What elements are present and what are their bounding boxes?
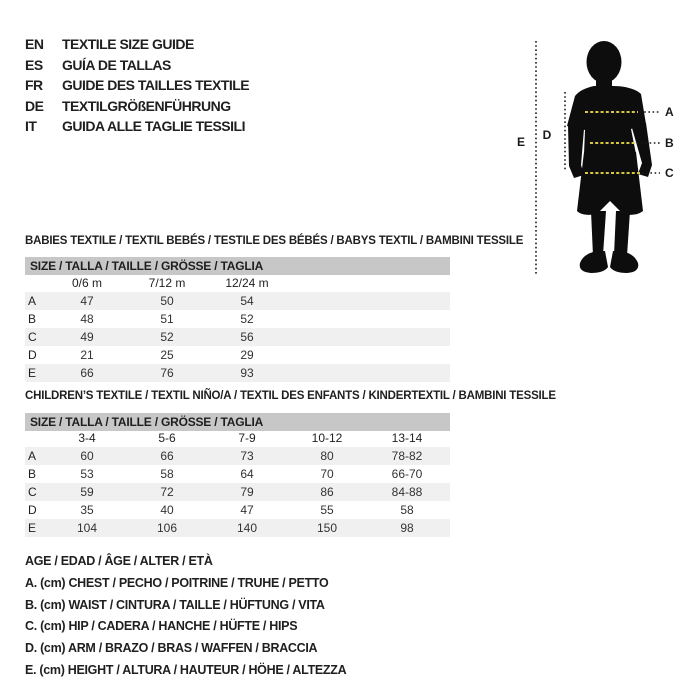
- cell: 25: [160, 348, 174, 362]
- guide-title-es: GUÍA DE TALLAS: [62, 56, 171, 73]
- diagram-label-b: B: [665, 136, 674, 150]
- language-row-en: [25, 34, 249, 55]
- row-label: D: [28, 348, 37, 362]
- silhouette-shorts: [577, 152, 643, 215]
- cell: 51: [160, 312, 174, 326]
- babies-size-header-bar: SIZE / TALLA / TAILLE / GRÖSSE / TAGLIA: [25, 257, 450, 275]
- cell: 58: [400, 503, 414, 517]
- diagram-label-d: D: [542, 128, 552, 142]
- table-header-row: [25, 275, 450, 292]
- silhouette-right-leg: [614, 211, 630, 256]
- row-label: B: [28, 467, 37, 481]
- diagram-label-c: C: [665, 166, 674, 180]
- table-row: [25, 483, 450, 501]
- cell: 73: [240, 449, 254, 463]
- cell: 56: [240, 330, 254, 344]
- cell: 66: [80, 366, 94, 380]
- cell: 48: [80, 312, 94, 326]
- cell: 29: [240, 348, 254, 362]
- cell: 72: [160, 485, 174, 499]
- guide-title-en: TEXTILE SIZE GUIDE: [62, 36, 194, 53]
- language-code: DE: [25, 97, 44, 114]
- babies-section-heading: BABIES TEXTILE / TEXTIL BEBÉS / TESTILE DES BÉBÉS / BABYS TEXTIL / BAMBINI TESSILE: [25, 235, 524, 247]
- cell: 55: [320, 503, 334, 517]
- cell: 79: [240, 485, 254, 499]
- cell: 98: [400, 521, 414, 535]
- table-row: [25, 519, 450, 537]
- header-spacer: [25, 430, 47, 447]
- row-label: C: [28, 485, 37, 499]
- column-header: 12/24 m: [225, 276, 269, 290]
- cell: 47: [80, 294, 94, 308]
- table-row: [25, 292, 450, 310]
- cell: 60: [80, 449, 94, 463]
- cell: 84-88: [391, 485, 423, 499]
- legend-item-height: E. (cm) HEIGHT / ALTURA / HAUTEUR / HÖHE / ALTEZZA: [25, 662, 347, 677]
- silhouette-left-arm: [568, 125, 584, 178]
- row-label: B: [28, 312, 37, 326]
- language-code: ES: [25, 56, 43, 73]
- column-header: 7/12 m: [148, 276, 186, 290]
- diagram-label-a: A: [665, 105, 674, 119]
- guide-title-fr: GUIDE DES TAILLES TEXTILE: [62, 77, 250, 94]
- cell: 50: [160, 294, 174, 308]
- cell: 64: [240, 467, 254, 481]
- silhouette-head: [587, 41, 622, 83]
- children-size-table: [25, 430, 450, 537]
- cell: 59: [80, 485, 94, 499]
- column-header: 13-14: [391, 431, 423, 445]
- header-spacer: [25, 275, 47, 292]
- language-code: FR: [25, 77, 43, 94]
- cell: 106: [156, 521, 178, 535]
- cell: 58: [160, 467, 174, 481]
- legend-item-hip: C. (cm) HIP / CADERA / HANCHE / HÜFTE / HIPS: [25, 619, 298, 634]
- language-row-fr: [25, 75, 249, 96]
- column-header: 0/6 m: [71, 276, 102, 290]
- legend-item-arm: D. (cm) ARM / BRAZO / BRAS / WAFFEN / BRACCIA: [25, 641, 318, 656]
- row-label: A: [28, 294, 37, 308]
- cell: 21: [80, 348, 94, 362]
- child-silhouette: [567, 41, 652, 273]
- row-label: A: [28, 449, 37, 463]
- column-header: 10-12: [311, 431, 343, 445]
- cell: 104: [76, 521, 98, 535]
- cell: 53: [80, 467, 94, 481]
- language-title-list: [25, 34, 249, 137]
- diagram-label-e: E: [516, 135, 526, 149]
- table-row: [25, 328, 450, 346]
- table-row: [25, 310, 450, 328]
- silhouette-right-shoe: [610, 251, 638, 273]
- cell: 52: [240, 312, 254, 326]
- cell: 78-82: [391, 449, 423, 463]
- language-row-it: [25, 116, 249, 137]
- cell: 150: [316, 521, 338, 535]
- cell: 86: [320, 485, 334, 499]
- row-label: D: [28, 503, 37, 517]
- cell: 80: [320, 449, 334, 463]
- language-row-de: [25, 96, 249, 117]
- cell: 52: [160, 330, 174, 344]
- cell: 54: [240, 294, 254, 308]
- table-row: [25, 447, 450, 465]
- table-row: [25, 364, 450, 382]
- column-header: 5-6: [158, 431, 176, 445]
- silhouette-left-shoe: [580, 251, 608, 273]
- guide-title-de: TEXTILGRÖßENFÜHRUNG: [62, 97, 231, 114]
- cell: 93: [240, 366, 254, 380]
- legend-item-waist: B. (cm) WAIST / CINTURA / TAILLE / HÜFTUNG / VITA: [25, 597, 325, 612]
- cell: 66-70: [391, 467, 423, 481]
- row-label: E: [28, 366, 37, 380]
- cell: 76: [160, 366, 174, 380]
- cell: 70: [320, 467, 334, 481]
- children-size-header-bar: SIZE / TALLA / TAILLE / GRÖSSE / TAGLIA: [25, 413, 450, 431]
- language-code: EN: [25, 36, 44, 53]
- table-header-row: [25, 430, 450, 447]
- table-row: [25, 465, 450, 483]
- silhouette-left-leg: [591, 211, 606, 256]
- column-header: 3-4: [78, 431, 96, 445]
- table-row: [25, 501, 450, 519]
- legend-age-line: AGE / EDAD / ÂGE / ALTER / ETÀ: [25, 554, 213, 568]
- row-label: E: [28, 521, 37, 535]
- cell: 47: [240, 503, 254, 517]
- cell: 40: [160, 503, 174, 517]
- measurement-legend: [25, 551, 346, 682]
- cell: 35: [80, 503, 94, 517]
- cell: 140: [236, 521, 258, 535]
- column-header: 7-9: [238, 431, 256, 445]
- children-section-heading: CHILDREN’S TEXTILE / TEXTIL NIÑO/A / TEXTIL DES ENFANTS / KINDERTEXTIL / BAMBINI TESSILE: [25, 390, 556, 402]
- cell: 66: [160, 449, 174, 463]
- guide-title-it: GUIDA ALLE TAGLIE TESSILI: [62, 118, 245, 135]
- cell: 49: [80, 330, 94, 344]
- language-code: IT: [25, 118, 37, 135]
- language-row-es: [25, 55, 249, 76]
- legend-item-chest: A. (cm) CHEST / PECHO / POITRINE / TRUHE / PETTO: [25, 575, 329, 590]
- row-label: C: [28, 330, 37, 344]
- babies-size-table: [25, 275, 450, 382]
- table-row: [25, 346, 450, 364]
